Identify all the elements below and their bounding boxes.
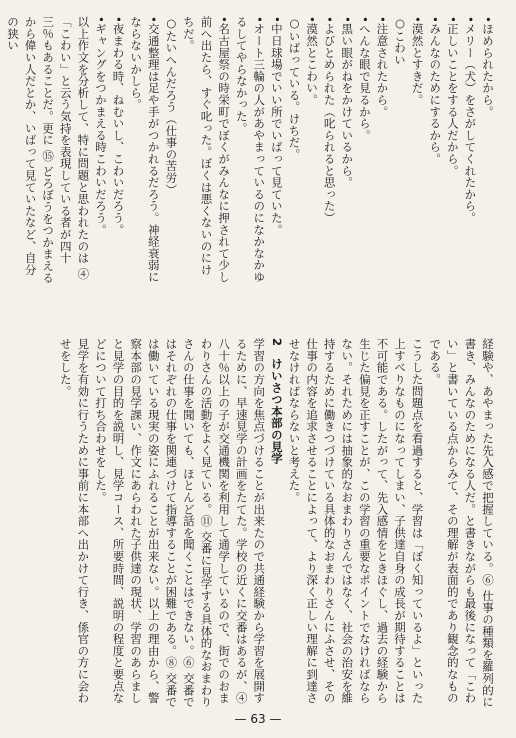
text-line: •漠然とこわい。 (305, 16, 320, 106)
text-line: •メリー（犬）をさがしてくれたから。 (463, 16, 478, 224)
bottom-text-column (26, 338, 496, 708)
text-line: •名古屋祭の時栄町でぼくがみんなに押されて少し前へ出たら、すぐ叱った。ぼくは悪くないのにけちだ。 (181, 16, 232, 283)
text-line: •注意されたから。 (375, 16, 390, 118)
text-line: ○いばっている。けちだ。 (287, 16, 302, 161)
page-number: — 63 — (234, 712, 282, 726)
text-line: 2 けいさつ本部の見学 (269, 338, 284, 465)
text-line: •よびとめられた（叱られると思った） (322, 16, 337, 224)
text-line: •ギャングをつかまえる時こわいだろう。 (93, 16, 108, 236)
text-line: 学習の方向を焦点づけることが出来たので共通経験から学習を展開するために、早速見学の計画をたてた。学校の近くに交番はあるが、④ 八十％以上の子が交通機関を利用して通学しているので、街でのおまわりさんの活動をよく見ている。⑪ 交番に見学する具体的なおまわりさんの仕事を聞いても、ほとんど話を聞くことはできない。⑥ 交番ではそれぞれの仕事を関連づけて指導することが困難である。⑧ 交番では働いている現実の姿にふれることが出来ない。以上の理由から、警察本部の見学課い、作文にあらわれた子供達の現状、学習のあらましと見学の目的を説明し、見学コース、所要時間、説明の程度と要点などについて打ち合わせをした。 (93, 338, 267, 708)
text-line: •へんな眼で見るから。 (357, 16, 372, 142)
text-line: •みんなのためにするから。 (428, 16, 443, 165)
text-line: •交通整理は足や手がつかれるだろう。神経衰弱にならないかしら。 (129, 16, 161, 283)
text-line: •漠然とすきだ。 (410, 16, 425, 106)
text-line: 経験や、あやまった先入感で把握している。⑥ 仕事の種類を羅列的に書き、みんなのためになる人だ。と書きながらも最後になって「こわい」と書いている点からみて、その理解が表面的であり観念的なものである。 (428, 338, 495, 708)
text-line: ○たいへんだろう（仕事の苦労） (164, 16, 179, 196)
text-line: •オート三輪の人があやまっているのになかなかゆるしてやらなかった。 (234, 16, 267, 283)
text-line: こうした問題点を看過すると、学習は「ぼく知っているよ」といった上すべりなものになってしまい、子供達自身の成長が期待することは不可能である。したがって、先入感情をときほぐし、過去の経験から生じた偏見を正すことが、この学習の重要なポイントでなければならない。それためには抽象的なおまわりさんではなく、社会の治安を維持するために働きつづけている具体的なおまわりさんにふさせ、その仕事の内容を追求させることによって、より深く正しい理解に到達させなければならないと考えた。 (287, 338, 425, 704)
text-line: 以上作文を分析して、特に問題と思われたのは ④「こわい」と云う気持を表現している者が四十三％もあることだ。更に ⑮ どろぼうをつかまえるから偉い人だとか、いばって見ていたなど、自分の狭い (5, 16, 91, 284)
text-line: •中日球場でいい所でいばって見ていた。 (269, 16, 284, 236)
text-line: •夜まわる時、ねむいし、こわいだろう。 (111, 16, 126, 236)
text-line: 見学を有効に行うために事前に本部へ出かけて行き、係官の方に会わせをした。 (58, 338, 91, 704)
text-line: •正しいことをする人だから。 (445, 16, 460, 177)
text-line: •ほめられたから。 (481, 16, 495, 118)
text-line: ○こわい (393, 16, 408, 66)
text-line: •黒い眼がねをかけているから。 (340, 16, 355, 189)
top-text-column (5, 16, 496, 286)
